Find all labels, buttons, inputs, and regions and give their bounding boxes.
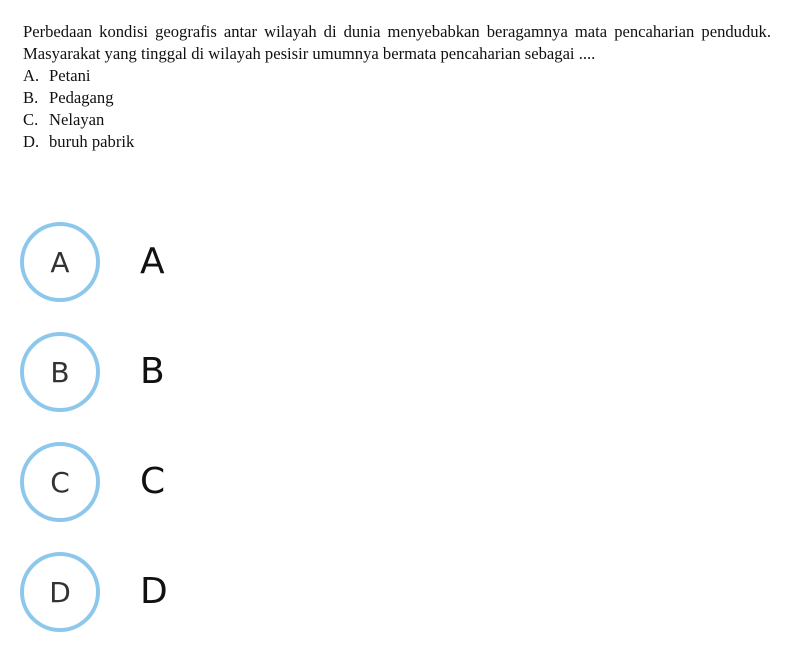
option-text: Petani [49, 66, 91, 85]
answer-label[interactable]: D [140, 571, 168, 612]
answer-label[interactable]: B [140, 351, 165, 392]
option-text: Pedagang [49, 88, 114, 107]
option-text: buruh pabrik [49, 132, 135, 151]
answer-button-c[interactable] [20, 442, 320, 524]
question-text: Perbedaan kondisi geografis antar wilayah di dunia menyebabkan beragamnya mata pencaharian penduduk. Masyarakat yang tinggal di wilayah pesisir umumnya bermata pencaharian sebagai .... [23, 22, 771, 63]
answer-circle[interactable]: B [20, 332, 100, 412]
answer-circle[interactable]: C [20, 442, 100, 522]
option-letter: C. [23, 110, 39, 129]
option-row-d [23, 131, 771, 153]
answer-button-d[interactable] [20, 552, 320, 634]
answer-label[interactable]: A [140, 241, 165, 282]
option-row-c [23, 109, 771, 131]
option-row-b [23, 87, 771, 109]
option-row-a [23, 65, 771, 87]
option-letter: D. [23, 132, 40, 151]
answer-button-a[interactable] [20, 222, 320, 304]
answer-button-b[interactable] [20, 332, 320, 414]
question-block [23, 21, 771, 153]
option-letter: A. [23, 66, 40, 85]
option-letter: B. [23, 88, 39, 107]
answer-circle[interactable]: D [20, 552, 100, 632]
answer-circle[interactable]: A [20, 222, 100, 302]
option-text: Nelayan [49, 110, 105, 129]
answer-label[interactable]: C [140, 461, 166, 502]
